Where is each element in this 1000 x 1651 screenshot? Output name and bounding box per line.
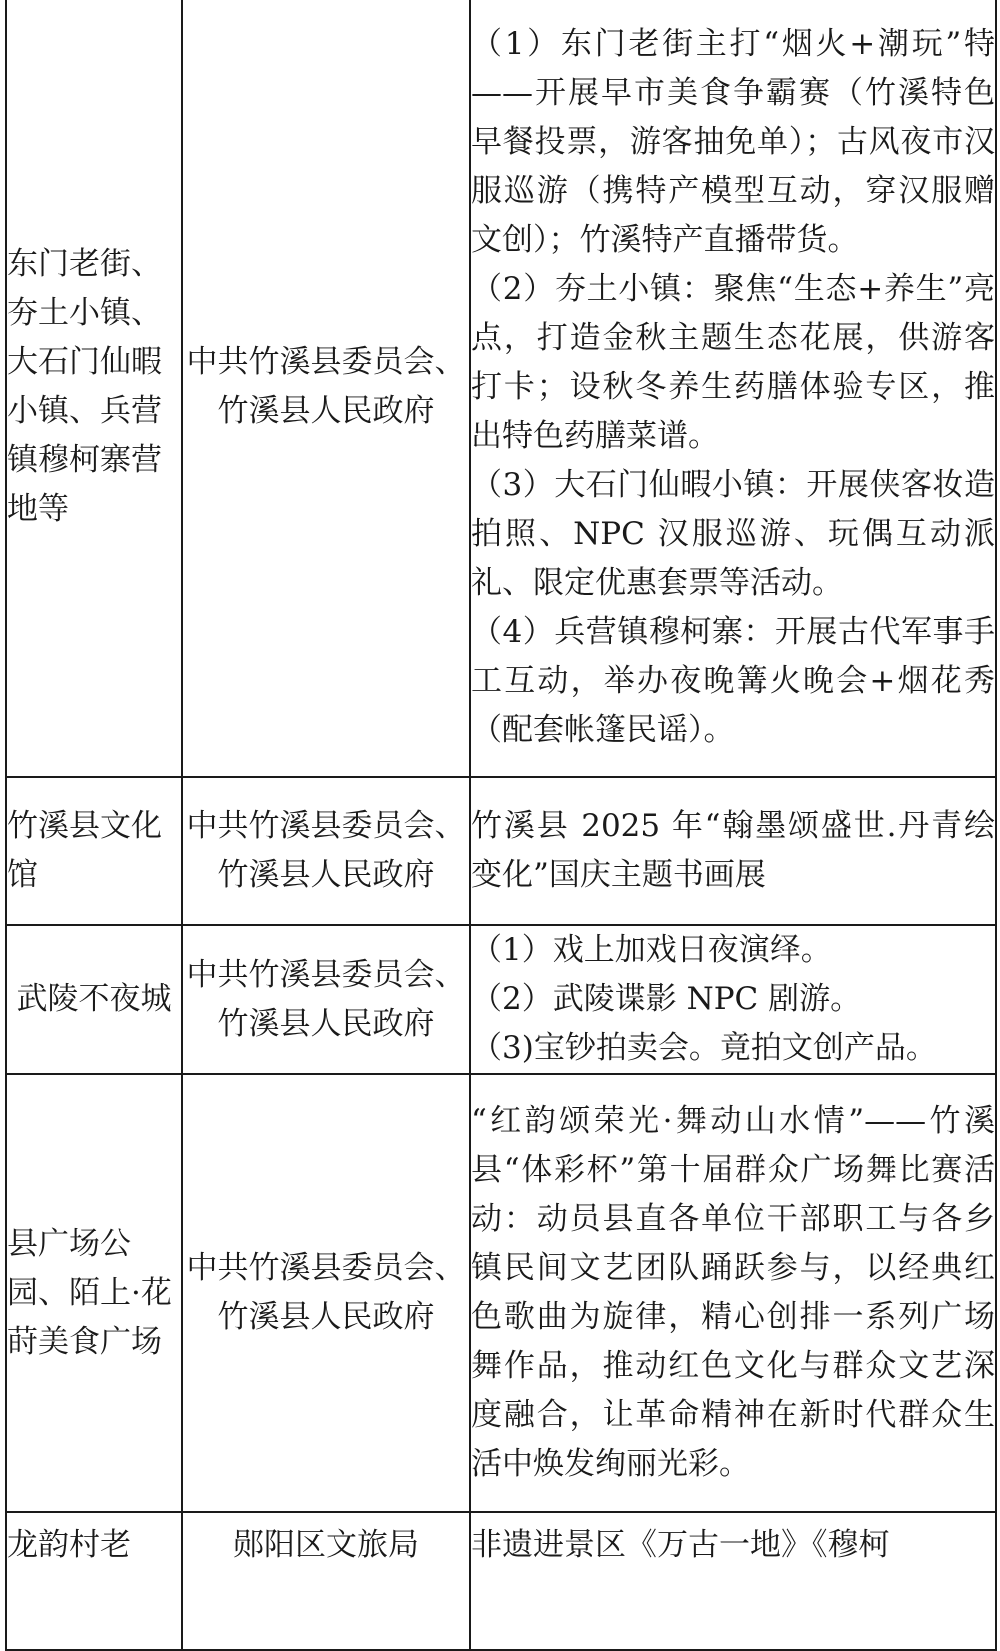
organizer-cell: 中共竹溪县委员会、竹溪县人民政府 — [182, 925, 470, 1074]
organizer-cell: 郧阳区文旅局 — [182, 1512, 470, 1650]
activity-item: （2）夯土小镇：聚焦“生态+养生”亮点，打造金秋主题生态花展，供游客打卡；设秋冬养生药膳体验专区，推出特色药膳菜谱。 — [471, 270, 995, 454]
table-row — [6, 0, 996, 777]
activity-cell — [470, 0, 996, 777]
activity-cell — [470, 925, 996, 1074]
venue-cell: 东门老街、夯土小镇、大石门仙暇小镇、兵营镇穆柯寨营地等 — [6, 0, 182, 777]
table-row — [6, 777, 996, 925]
activity-item: （3)宝钞拍卖会。竟拍文创产品。 — [471, 1030, 937, 1066]
activity-item: （1）东门老街主打“烟火+潮玩”特——开展早市美食争霸赛（竹溪特色早餐投票，游客抽免单）；古风夜市汉服巡游（携特产模型互动，穿汉服赠文创）；竹溪特产直播带货。 — [471, 25, 995, 258]
activity-cell — [470, 777, 996, 925]
organizer-cell: 中共竹溪县委员会、竹溪县人民政府 — [182, 1074, 470, 1512]
table-row — [6, 1074, 996, 1512]
table-row — [6, 925, 996, 1074]
venue-cell: 县广场公园、陌上·花莳美食广场 — [6, 1074, 182, 1512]
activity-item: 非遗进景区《万古一地》《穆柯 — [471, 1527, 890, 1563]
activity-item: （3）大石门仙暇小镇：开展侠客妆造拍照、NPC 汉服巡游、玩偶互动派礼、限定优惠套票等活动。 — [471, 466, 995, 601]
activity-item: “红韵颂荣光·舞动山水情”——竹溪县“体彩杯”第十届群众广场舞比赛活动：动员县直各单位干部职工与各乡镇民间文艺团队踊跃参与，以经典红色歌曲为旋律，精心创排一系列广场舞作品，推动红色文化与群众文艺深度融合，让革命精神在新时代群众生活中焕发绚丽光彩。 — [471, 1103, 995, 1482]
event-schedule-table — [5, 0, 997, 1651]
organizer-cell: 中共竹溪县委员会、竹溪县人民政府 — [182, 777, 470, 925]
activity-item: （2）武陵谍影 NPC 剧游。 — [471, 981, 862, 1017]
venue-cell: 龙韵村老 — [6, 1512, 182, 1650]
table-row — [6, 1512, 996, 1650]
venue-cell: 武陵不夜城 — [6, 925, 182, 1074]
organizer-cell: 中共竹溪县委员会、竹溪县人民政府 — [182, 0, 470, 777]
activity-item: （1）戏上加戏日夜演绎。 — [471, 932, 832, 968]
activity-cell — [470, 1512, 996, 1650]
activity-item: 竹溪县 2025 年“翰墨颂盛世.丹青绘变化”国庆主题书画展 — [471, 808, 995, 893]
activity-item: （4）兵营镇穆柯寨：开展古代军事手工互动，举办夜晚篝火晚会+烟花秀（配套帐篷民谣）。 — [471, 613, 995, 748]
activity-cell — [470, 1074, 996, 1512]
venue-cell: 竹溪县文化馆 — [6, 777, 182, 925]
